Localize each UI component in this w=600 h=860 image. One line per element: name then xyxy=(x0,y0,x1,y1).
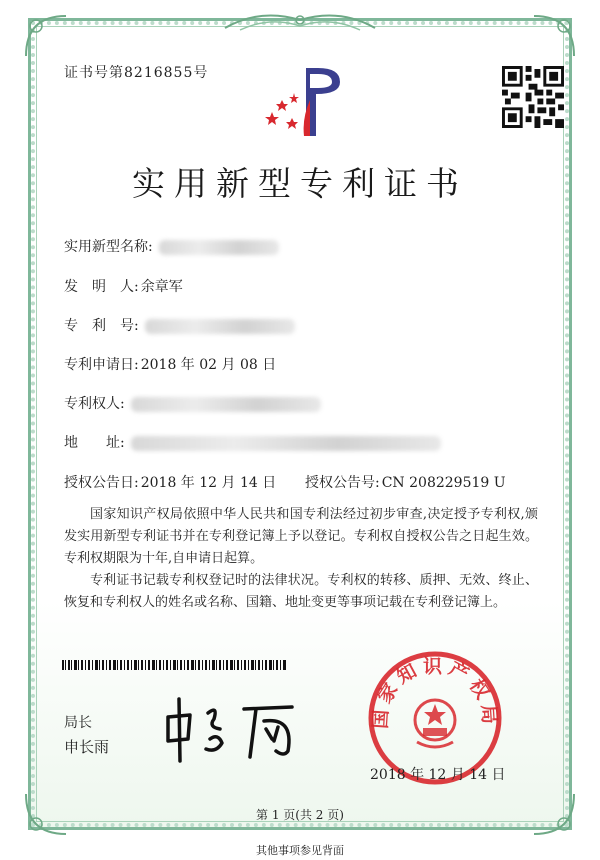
qr-code-icon xyxy=(502,66,564,128)
certificate-number: 证书号第8216855号 xyxy=(64,65,209,81)
corner-ornament-icon xyxy=(530,12,578,60)
frame-ornament-icon xyxy=(220,6,380,34)
seal-date: 2018 年 12 月 14 日 xyxy=(370,767,506,783)
field-patent-number xyxy=(64,315,295,335)
redacted-value xyxy=(131,397,321,412)
field-grant-date xyxy=(64,472,276,492)
page-indicator: 第 1 页(共 2 页) xyxy=(256,808,344,822)
field-utility-model-name xyxy=(64,236,279,256)
field-value: 2018 年 12 月 14 日 xyxy=(140,475,277,491)
field-value: CN 208229519 U xyxy=(381,475,506,491)
back-note: 其他事项参见背面 xyxy=(256,844,344,857)
redacted-value xyxy=(159,240,279,255)
field-label: 授权公告日: xyxy=(64,475,139,491)
field-label: 地 址: xyxy=(64,435,125,451)
field-application-date xyxy=(64,354,276,374)
field-patentee xyxy=(64,393,321,413)
field-label: 专利权人: xyxy=(64,396,125,412)
field-label: 实用新型名称: xyxy=(64,239,153,255)
certificate-paragraph: 国家知识产权局依照中华人民共和国专利法经过初步审查,决定授予专利权,颁发实用新型专利证书并在专利登记簿上予以登记。专利权自授权公告之日起生效。专利权期限为十年,自申请日起算。 xyxy=(64,507,538,566)
chief-name: 申长雨 xyxy=(64,738,110,756)
field-label: 专 利 号: xyxy=(64,318,139,334)
field-value: 余章军 xyxy=(140,279,183,295)
field-label: 专利申请日: xyxy=(64,357,139,373)
signature-icon xyxy=(160,695,310,765)
field-label: 授权公告号: xyxy=(305,475,380,491)
corner-ornament-icon xyxy=(22,12,70,60)
redacted-value xyxy=(131,436,441,451)
field-inventor xyxy=(64,276,183,296)
field-label: 发 明 人: xyxy=(64,279,139,295)
field-value: 2018 年 02 月 08 日 xyxy=(140,357,277,373)
field-grant-number xyxy=(305,472,506,492)
barcode-icon xyxy=(62,660,286,670)
cnipa-logo-icon xyxy=(258,60,358,142)
seal-text: 国家知识产权局 xyxy=(369,655,501,730)
field-address xyxy=(64,432,441,452)
chief-title: 局长 xyxy=(64,715,92,731)
page-title: 实用新型专利证书 xyxy=(132,164,468,203)
redacted-value xyxy=(145,319,295,334)
certificate-paragraph: 专利证书记载专利权登记时的法律状况。专利权的转移、质押、无效、终止、恢复和专利权人的姓名或名称、国籍、地址变更等事项记载在专利登记簿上。 xyxy=(64,573,538,610)
